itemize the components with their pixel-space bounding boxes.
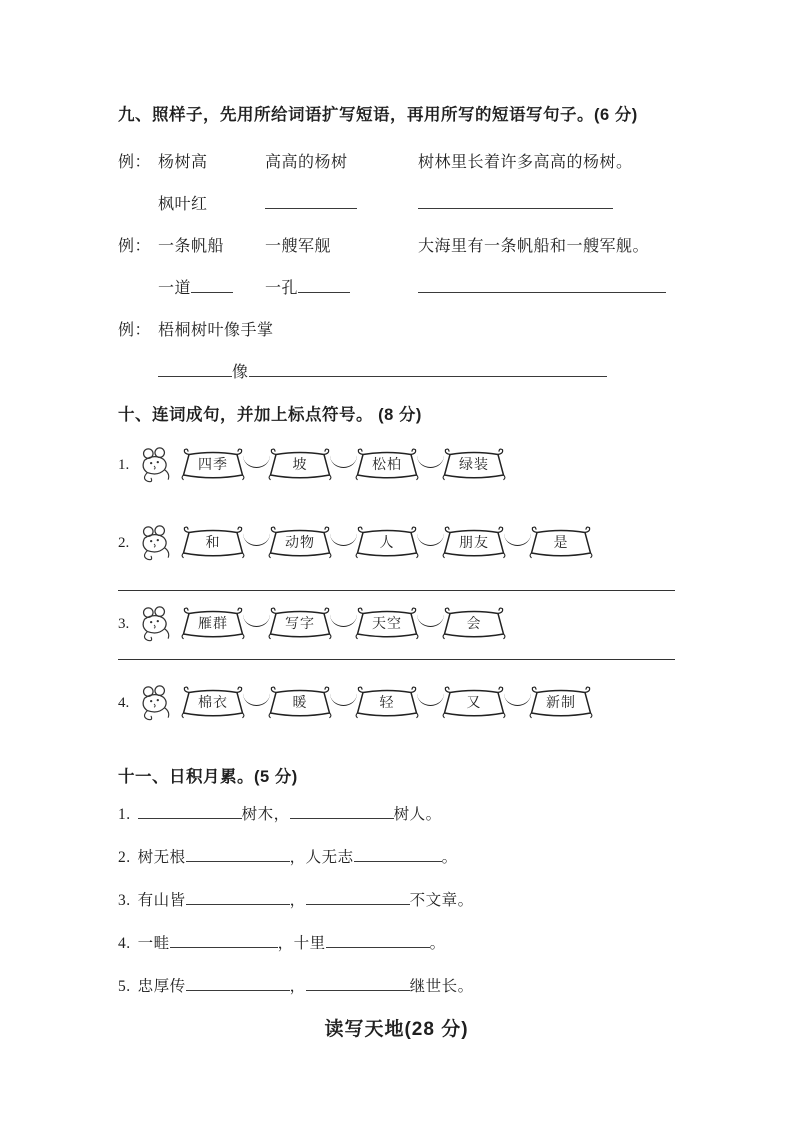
word-banner — [528, 525, 594, 561]
section-ten-title: 十、连词成句，并加上标点符号。 (8 分) — [118, 406, 422, 424]
banner-connector — [243, 614, 270, 627]
proverb-item — [118, 976, 675, 998]
answer-blank — [186, 902, 290, 905]
answer-blank — [138, 816, 242, 819]
item-text: 忠厚传 — [137, 978, 186, 995]
like-word: 像 — [232, 364, 249, 381]
example-label: 例： — [118, 154, 152, 171]
item-text: 树人。 — [393, 806, 442, 823]
answer-blank — [354, 859, 442, 862]
answer-blank — [191, 290, 233, 293]
row-number: 1. — [118, 456, 130, 473]
proverb-item — [118, 890, 675, 912]
example-row — [118, 320, 675, 342]
mouse-doodle-icon — [135, 444, 173, 486]
banner-word: 会 — [466, 616, 482, 632]
answer-cell — [418, 194, 675, 216]
item-number: 5. — [118, 978, 131, 995]
word-banner — [354, 447, 420, 483]
example-label: 例： — [118, 238, 152, 255]
item-number: 4. — [118, 935, 131, 952]
item-number: 1. — [118, 806, 131, 823]
proverb-item — [118, 804, 675, 826]
item-number: 3. — [118, 892, 131, 909]
example-sentence: 大海里有一条帆船和一艘军舰。 — [418, 238, 650, 255]
given-phrase: 杨树高 — [158, 154, 208, 171]
banner-word: 是 — [553, 535, 569, 551]
item-number: 2. — [118, 849, 131, 866]
banner-word: 坡 — [292, 457, 308, 473]
proverb-item — [118, 847, 675, 869]
item-text: 有山皆 — [137, 892, 186, 909]
answer-blank — [186, 988, 290, 991]
expanded-phrase: 一艘军舰 — [265, 238, 332, 255]
banner-word: 绿装 — [459, 457, 489, 473]
item-text: 一畦 — [137, 935, 170, 952]
given-prefix: 一道 — [158, 280, 192, 297]
word-sentence-row — [118, 444, 675, 486]
section-expand-phrases — [118, 104, 675, 384]
banner-connector — [417, 533, 444, 546]
item-text: 树木， — [241, 806, 290, 823]
section-nine-title: 九、照样子，先用所给词语扩写短语，再用所写的短语写句子。(6 分) — [118, 106, 638, 124]
example-sentence: 梧桐树叶像手掌 — [158, 322, 274, 339]
banner-connector — [417, 455, 444, 468]
word-banner — [267, 606, 333, 642]
answer-blank — [249, 374, 607, 377]
word-banner — [441, 447, 507, 483]
answer-blank — [298, 290, 350, 293]
banner-connector — [504, 533, 531, 546]
row-number: 2. — [118, 534, 130, 551]
word-banner — [441, 525, 507, 561]
answer-cell — [265, 194, 418, 216]
answer-blank — [418, 290, 666, 293]
answer-blank — [290, 816, 394, 819]
example-row — [118, 152, 675, 174]
word-banner — [441, 685, 507, 721]
banner-connector — [243, 455, 270, 468]
answer-cell — [158, 362, 607, 384]
row-number: 4. — [118, 694, 130, 711]
banner-word: 写字 — [285, 616, 315, 632]
answer-cell — [158, 278, 265, 300]
proverb-item — [118, 933, 675, 955]
example-label: 例： — [118, 322, 152, 339]
section-eleven-title: 十一、日积月累。(5 分) — [118, 768, 298, 786]
banner-word: 棉衣 — [198, 695, 228, 711]
word-banner — [441, 606, 507, 642]
banner-word: 暖 — [292, 695, 308, 711]
banner-connector — [417, 614, 444, 627]
banner-word: 四季 — [198, 457, 228, 473]
expanded-phrase: 高高的杨树 — [265, 154, 348, 171]
answer-cell — [418, 278, 675, 300]
word-sentence-row — [118, 603, 675, 645]
answer-cell — [265, 278, 418, 300]
banner-word: 轻 — [379, 695, 395, 711]
banner-word: 松柏 — [372, 457, 402, 473]
exercise-row — [118, 278, 675, 300]
answer-blank — [186, 859, 290, 862]
word-sentence-row — [118, 682, 675, 724]
banner-word: 人 — [379, 535, 395, 551]
banner-connector — [330, 693, 357, 706]
given-phrase: 枫叶红 — [158, 196, 208, 213]
banner-word: 新制 — [546, 695, 576, 711]
banner-connector — [330, 614, 357, 627]
word-banner — [180, 606, 246, 642]
word-banner — [354, 606, 420, 642]
section-make-sentences — [118, 404, 675, 724]
word-banner — [267, 685, 333, 721]
item-text: ，十里 — [277, 935, 326, 952]
example-sentence: 树林里长着许多高高的杨树。 — [418, 154, 633, 171]
answer-blank — [170, 945, 278, 948]
banner-connector — [504, 693, 531, 706]
answer-line — [118, 590, 675, 591]
item-text: 不文章。 — [409, 892, 474, 909]
banner-connector — [330, 533, 357, 546]
item-text: 。 — [441, 849, 458, 866]
answer-blank — [306, 988, 410, 991]
word-banner — [354, 525, 420, 561]
banner-word: 动物 — [285, 535, 315, 551]
answer-blank — [326, 945, 430, 948]
banner-connector — [243, 693, 270, 706]
word-banner — [267, 447, 333, 483]
word-banner — [180, 685, 246, 721]
answer-line — [118, 659, 675, 660]
item-text: ， — [289, 978, 306, 995]
mouse-doodle-icon — [135, 682, 173, 724]
banner-word: 朋友 — [459, 535, 489, 551]
word-banner — [267, 525, 333, 561]
answer-blank — [158, 374, 232, 377]
item-text: 。 — [429, 935, 446, 952]
answer-blank — [418, 206, 613, 209]
item-text: ， — [289, 892, 306, 909]
word-banner — [180, 447, 246, 483]
banner-word: 又 — [466, 695, 482, 711]
section-accumulation — [118, 766, 675, 998]
word-banner — [354, 685, 420, 721]
answer-blank — [306, 902, 410, 905]
word-banner — [180, 525, 246, 561]
reading-writing-section-title: 读写天地(28 分) — [324, 1019, 469, 1040]
exercise-row — [118, 194, 675, 216]
banner-word: 天空 — [372, 616, 402, 632]
item-text: 树无根 — [137, 849, 186, 866]
item-text: ，人无志 — [289, 849, 354, 866]
word-banner — [528, 685, 594, 721]
given-prefix: 一孔 — [265, 280, 299, 297]
given-phrase: 一条帆船 — [158, 238, 225, 255]
row-number: 3. — [118, 615, 130, 632]
banner-word: 雁群 — [198, 616, 228, 632]
banner-connector — [243, 533, 270, 546]
banner-connector — [330, 455, 357, 468]
banner-word: 和 — [205, 535, 221, 551]
exercise-row — [118, 362, 675, 384]
item-text: 继世长。 — [409, 978, 474, 995]
answer-blank — [265, 206, 357, 209]
mouse-doodle-icon — [135, 603, 173, 645]
banner-connector — [417, 693, 444, 706]
word-sentence-row — [118, 522, 675, 564]
example-row — [118, 236, 675, 258]
mouse-doodle-icon — [135, 522, 173, 564]
